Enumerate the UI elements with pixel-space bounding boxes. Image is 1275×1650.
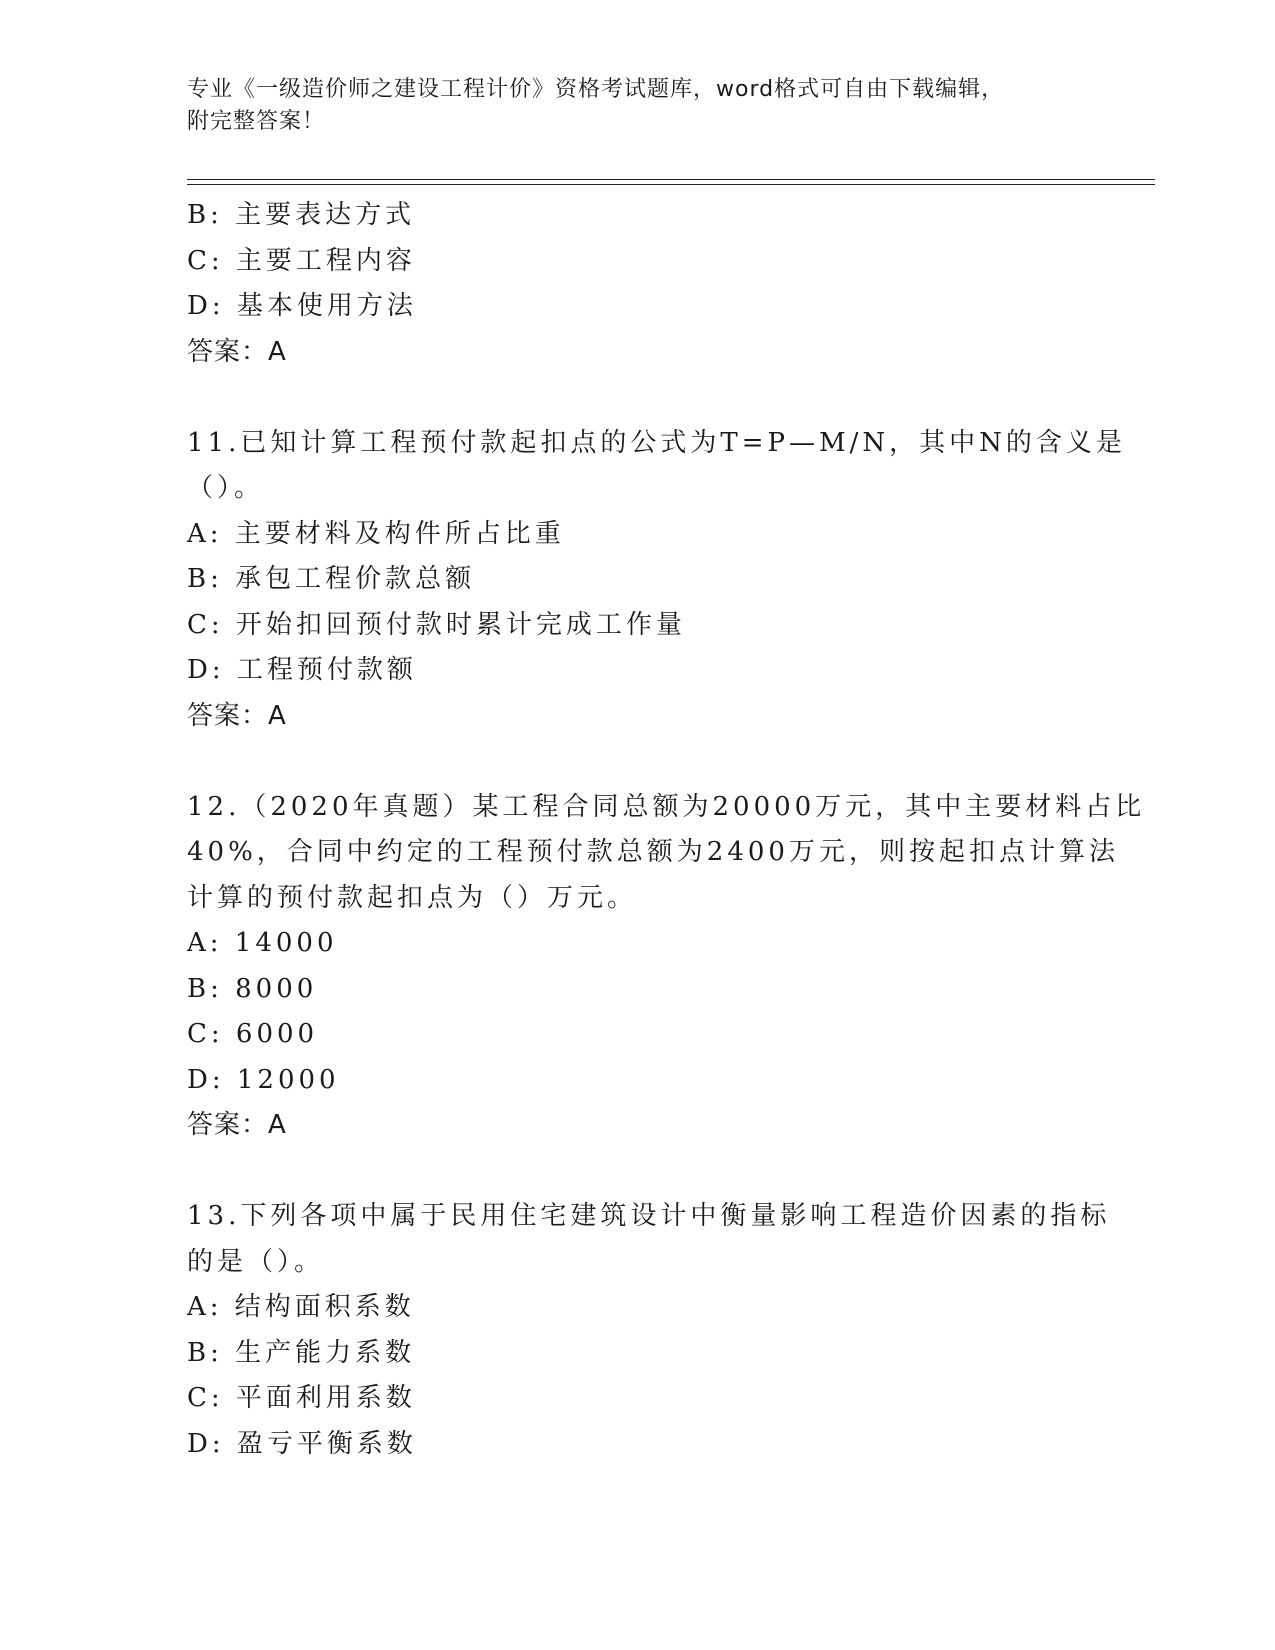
option-c: C: 6000 [187, 1019, 319, 1049]
option-d: D: 12000 [187, 1064, 340, 1095]
spacer [187, 375, 1117, 421]
option-c: C: 开始扣回预付款时累计完成工作量 [187, 609, 686, 640]
header-line-1: 专业《一级造价师之建设工程计价》资格考试题库，word格式可自由下载编辑， [187, 77, 1005, 102]
option-b: B: 8000 [187, 973, 318, 1004]
header-divider-bottom [187, 184, 1155, 185]
option-d: D: 工程预付款额 [187, 655, 417, 685]
question-stem-cont: 计算的预付款起扣点为（）万元。 [187, 882, 638, 913]
answer-line: 答案：A [187, 1110, 287, 1140]
option-a: A: 14000 [187, 928, 338, 958]
question-stem: 13.下列各项中属于民用住宅建筑设计中衡量影响工程造价因素的指标 [187, 1201, 1111, 1231]
option-a: A: 主要材料及构件所占比重 [187, 518, 565, 549]
option-b: B: 承包工程价款总额 [187, 564, 476, 594]
question-stem-cont: 40%，合同中约定的工程预付款总额为2400万元，则按起扣点计算法 [187, 837, 1119, 867]
answer-line: 答案：A [187, 336, 287, 367]
header-divider-top [187, 179, 1155, 180]
question-stem-cont: 的是（）。 [187, 1246, 325, 1277]
question-12 [187, 785, 1146, 1149]
option-a: A: 结构面积系数 [187, 1292, 415, 1322]
option-d: D: 盈亏平衡系数 [187, 1428, 417, 1459]
question-stem: 11.已知计算工程预付款起扣点的公式为T=P—M/N，其中N的含义是 [187, 427, 1126, 458]
option-c: C: 主要工程内容 [187, 245, 416, 276]
option-b: B: 生产能力系数 [187, 1337, 416, 1368]
spacer [187, 739, 1117, 785]
question-stem-cont: （）。 [187, 473, 265, 503]
header-line-2: 附完整答案！ [187, 109, 326, 134]
answer-line: 答案：A [187, 700, 287, 731]
question-11 [187, 421, 1126, 740]
question-13 [187, 1194, 1117, 1467]
option-d: D: 基本使用方法 [187, 291, 417, 321]
option-c: C: 平面利用系数 [187, 1383, 416, 1413]
document-header [187, 74, 1087, 138]
question-10-tail [187, 193, 1117, 375]
spacer [187, 1149, 1117, 1195]
question-stem: 12.（2020年真题）某工程合同总额为20000万元，其中主要材料占比 [187, 791, 1146, 822]
option-b: B: 主要表达方式 [187, 200, 416, 230]
question-list [187, 193, 1146, 1467]
